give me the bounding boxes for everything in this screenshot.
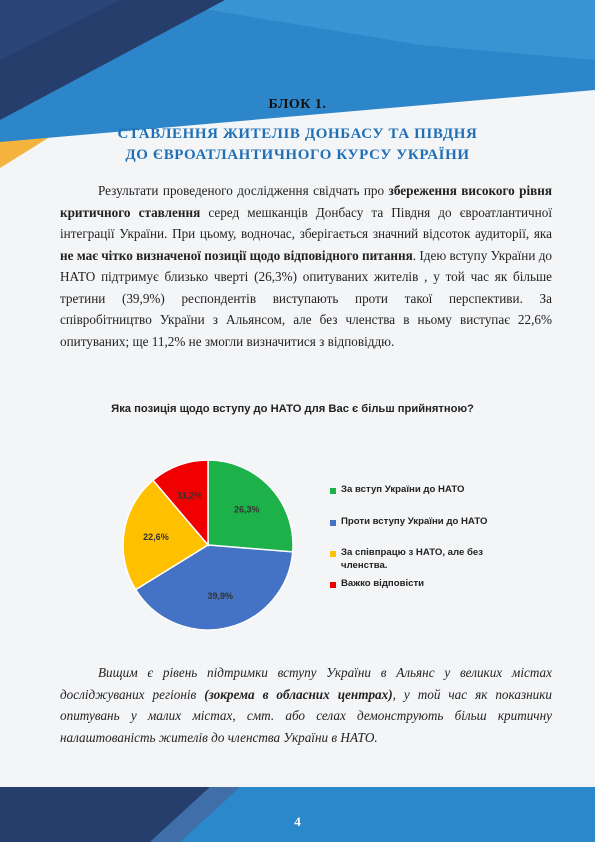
pie-label-3: 11,2%: [177, 490, 203, 501]
legend-swatch-1: [330, 520, 336, 526]
legend-item-0: [330, 484, 520, 497]
heading-line-1: СТАВЛЕННЯ ЖИТЕЛІВ ДОНБАСУ ТА ПІВДНЯ: [117, 126, 478, 142]
paragraph-2-bold-1: (зокрема в обласних центрах): [204, 686, 393, 702]
page-number: 4: [294, 814, 301, 829]
legend-swatch-0: [330, 488, 336, 494]
chart-title: Яка позиція щодо вступу до НАТО для Вас є більш прийнятною?: [111, 403, 474, 415]
legend-swatch-3: [330, 582, 336, 588]
legend-item-3: [330, 578, 520, 591]
heading-line-2: ДО ЄВРОАТЛАНТИЧНОГО КУРСУ УКРАЇНИ: [125, 147, 470, 163]
legend-label-1: Проти вступу України до НАТО: [341, 516, 488, 527]
paragraph-2-text-1: Вищим є рівень підтримки вступу України в Альянс у великих містах досліджуваних регіонів: [60, 665, 552, 702]
paragraph-1-bold-2: не має чітко визначеної позиції щодо відповідного питання: [60, 247, 413, 263]
paragraph-1-text-1: Результати проведеного дослідження свідчать про: [98, 183, 389, 198]
paragraph-2: [60, 662, 552, 748]
legend-label-0: За вступ України до НАТО: [341, 484, 465, 495]
pie-label-0: 26,3%: [233, 504, 260, 515]
paragraph-1: [60, 180, 552, 352]
legend-item-2: [330, 547, 520, 572]
paragraph-1-text-3: . Ідею вступу України до НАТО підтримує близько чверті (26,3%) опитуваних жителів , у той час як більше третини (39,9%) респондентів виступають проти такої перспективи. За співробітництво України з Альянсом, але без членства в ньому виступає 22,6% опитуваних; ще 11,2% не змогли визначитися з відповіддю.: [60, 247, 553, 349]
paragraph-2-text-2: , у той час як показники опитувань у малих містах, смт. або селах демонструють більш критичну налаштованість жителів до членства України в НАТО.: [60, 686, 552, 745]
legend-label-3: Важко відповісти: [341, 578, 425, 589]
legend-label-2: За співпрацю з НАТО, але без членства.: [341, 547, 484, 571]
legend-item-1: [330, 516, 520, 529]
pie-label-1: 39,9%: [207, 591, 234, 602]
pie-chart: [100, 450, 320, 635]
section-heading: [0, 124, 595, 166]
paragraph-1-text-2: серед мешканців Донбасу та Півдня до євроатлантичної інтеграції України. При цьому, водночас, зберігається значний відсоток аудиторії, яка: [60, 204, 553, 241]
legend-swatch-2: [330, 551, 336, 557]
block-label: БЛОК 1.: [268, 97, 327, 112]
paragraph-1-bold-1: збереження високого рівня критичного ставлення: [60, 183, 553, 220]
pie-label-2: 22,6%: [143, 531, 169, 542]
